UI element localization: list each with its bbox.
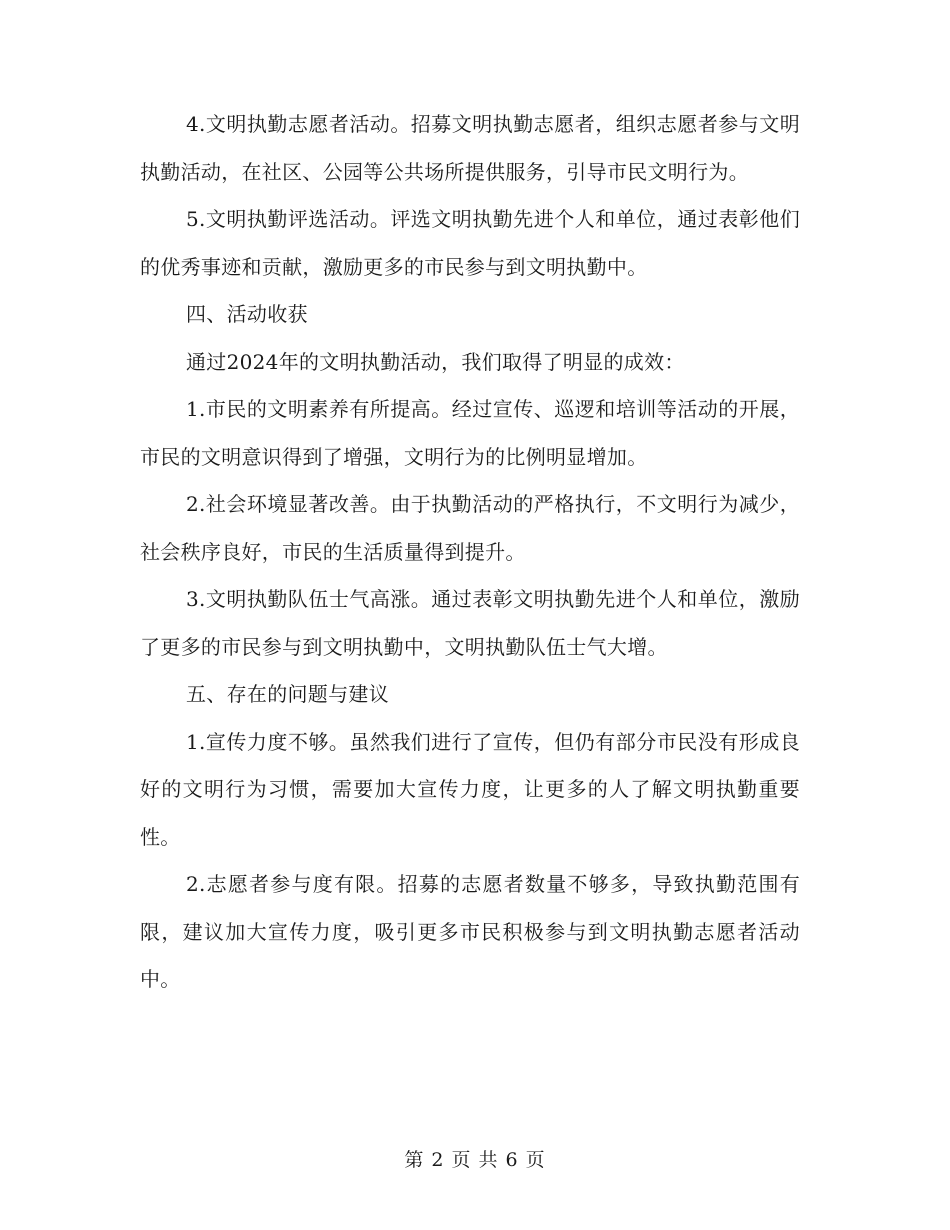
paragraph-result-2: 2.社会环境显著改善。由于执勤活动的严格执行，不文明行为减少，社会秩序良好，市民的生活质量得到提升。	[140, 492, 800, 564]
paragraph-results-intro: 通过2024年的文明执勤活动，我们取得了明显的成效：	[186, 349, 685, 374]
paragraph-selection-activity: 5.文明执勤评选活动。评选文明执勤先进个人和单位，通过表彰他们的优秀事迹和贡献，激励更多的市民参与到文明执勤中。	[140, 207, 800, 279]
paragraph-problem-2: 2.志愿者参与度有限。招募的志愿者数量不够多，导致执勤范围有限，建议加大宣传力度，吸引更多市民积极参与到文明执勤志愿者活动中。	[140, 872, 800, 991]
paragraph-problem-1: 1.宣传力度不够。虽然我们进行了宣传，但仍有部分市民没有形成良好的文明行为习惯，需要加大宣传力度，让更多的人了解文明执勤重要性。	[140, 729, 800, 849]
paragraph-result-3: 3.文明执勤队伍士气高涨。通过表彰文明执勤先进个人和单位，激励了更多的市民参与到文明执勤中，文明执勤队伍士气大增。	[140, 587, 800, 659]
page-number-footer: 第 2 页 共 6 页	[404, 1149, 546, 1171]
section-heading-problems: 五、存在的问题与建议	[186, 682, 389, 706]
section-heading-results: 四、活动收获	[186, 302, 308, 326]
document-body	[140, 101, 800, 1004]
paragraph-result-1: 1.市民的文明素养有所提高。经过宣传、巡逻和培训等活动的开展，市民的文明意识得到了增强，文明行为的比例明显增加。	[140, 397, 800, 469]
paragraph-volunteer-activity: 4.文明执勤志愿者活动。招募文明执勤志愿者，组织志愿者参与文明执勤活动，在社区、公园等公共场所提供服务，引导市民文明行为。	[140, 112, 800, 184]
